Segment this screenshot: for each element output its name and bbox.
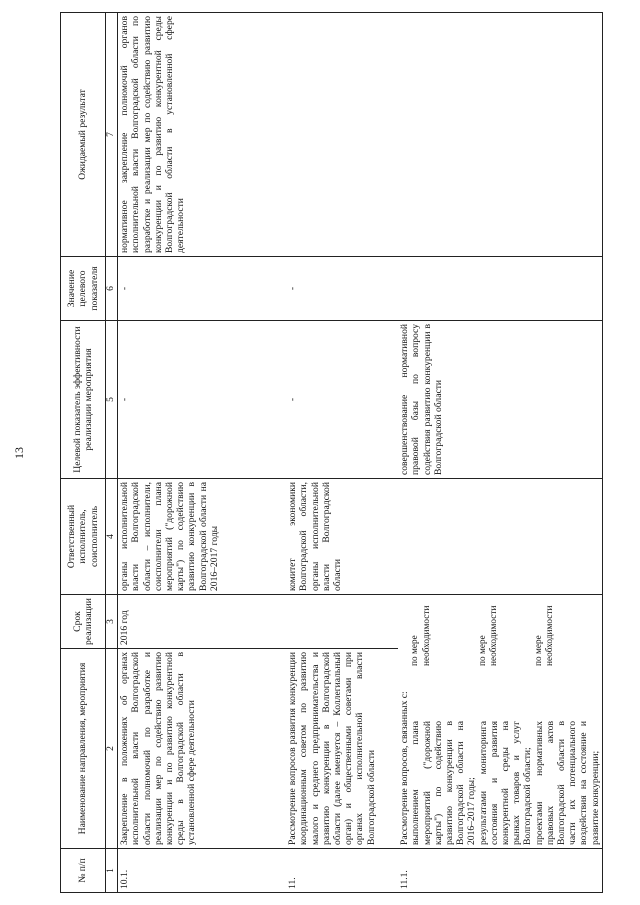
subitem-term: по мере необходимости (410, 605, 432, 666)
subitem-term: по мере необходимости (477, 605, 499, 666)
row-name-with-terms (398, 595, 602, 849)
row-number: 10.1. (118, 849, 287, 893)
row-result: нормативное закрепление полномочий органов исполнительной власти Волгоградской области по разработке и реализации мер по содействию развитию конкуренции и по развитию конкурентной среды Волгоградской области в установленной сфере деятельности (118, 13, 287, 257)
row-responsible (398, 479, 602, 595)
row-result (398, 13, 602, 257)
table-header-row (61, 13, 106, 893)
row-responsible: органы исполнительной власти Волгоградской области – исполнители, соисполнители плана мероприятий ("дорожной карты") по содействию развитию конкуренции в Волгоградской области на 2016–2017 годы (118, 479, 287, 595)
subitem (410, 598, 477, 845)
subitem-text: выполнением плана мероприятий ("дорожной карты") по содействию развитию конкуренции в Волгоградской области на 2016–2017 годы; (410, 721, 478, 845)
row-value: - (286, 257, 398, 321)
row-responsible: комитет экономики Волгоградской области, органы исполнительной власти Волгоградской области (286, 479, 398, 595)
header-indicator: Целевой показатель эффективности реализации мероприятия (61, 321, 106, 479)
column-number: 1 (106, 849, 118, 893)
rotated-content (12, 13, 632, 893)
table-row (286, 13, 398, 893)
table-row (118, 13, 287, 893)
header-responsible: Ответственный исполнитель, соисполнитель (61, 479, 106, 595)
column-number: 4 (106, 479, 118, 595)
row-name-intro: Рассмотрение вопросов, связанных с: (399, 691, 411, 845)
row-number: 11. (286, 849, 398, 893)
row-value (398, 257, 602, 321)
column-number: 3 (106, 595, 118, 649)
header-name: Наименование направления, мероприятия (61, 649, 106, 849)
header-term: Срок реализации (61, 595, 106, 649)
column-number: 7 (106, 13, 118, 257)
row-indicator: - (286, 321, 398, 479)
subitem-term: по мере необходимости (533, 605, 555, 666)
column-number: 6 (106, 257, 118, 321)
column-number: 5 (106, 321, 118, 479)
subitem-text: проектами нормативных правовых актов Волгоградской области в части их потенциального воздействия на состояние и развитие конкуренции; (533, 721, 601, 845)
row-name: Закрепление в положениях об органах исполнительной власти Волгоградской области полномочий по разработке и реализации мер по содействию развитию конкуренции и по развитию конкурентной среды в Волгоградской области в установленной сфере деятельности (118, 649, 287, 849)
subitem-text: результатами мониторинга состояния и развития конкурентной среды на рынках товаров и услуг Волгоградской области; (477, 721, 534, 845)
row-term: 2016 год (118, 595, 287, 649)
subitem (534, 598, 601, 845)
row-name: Рассмотрение вопросов развития конкуренции координационным советом по развитию малого и среднего предпринимательства и развитию конкуренции в Волгоградской области (далее именуется – Коллегиальный орган) и общественными советами при органах исполнительной власти Волгоградской области (286, 649, 398, 849)
row-term (286, 595, 398, 649)
page-number: 13 (12, 447, 26, 459)
header-value: Значение целевого показателя (61, 257, 106, 321)
row-indicator: совершенствование нормативной правовой базы по вопросу содействия развитию конкуренции в Волгоградской области (398, 321, 602, 479)
row-number: 11.1. (398, 849, 602, 893)
table-row (398, 13, 602, 893)
column-number: 2 (106, 649, 118, 849)
column-numbers-row (106, 13, 118, 893)
row-indicator: - (118, 321, 287, 479)
action-plan-table (60, 12, 603, 893)
header-result: Ожидаемый результат (61, 13, 106, 257)
row-result (286, 13, 398, 257)
subitem (478, 598, 534, 845)
row-value: - (118, 257, 287, 321)
header-number: № п/п (61, 849, 106, 893)
